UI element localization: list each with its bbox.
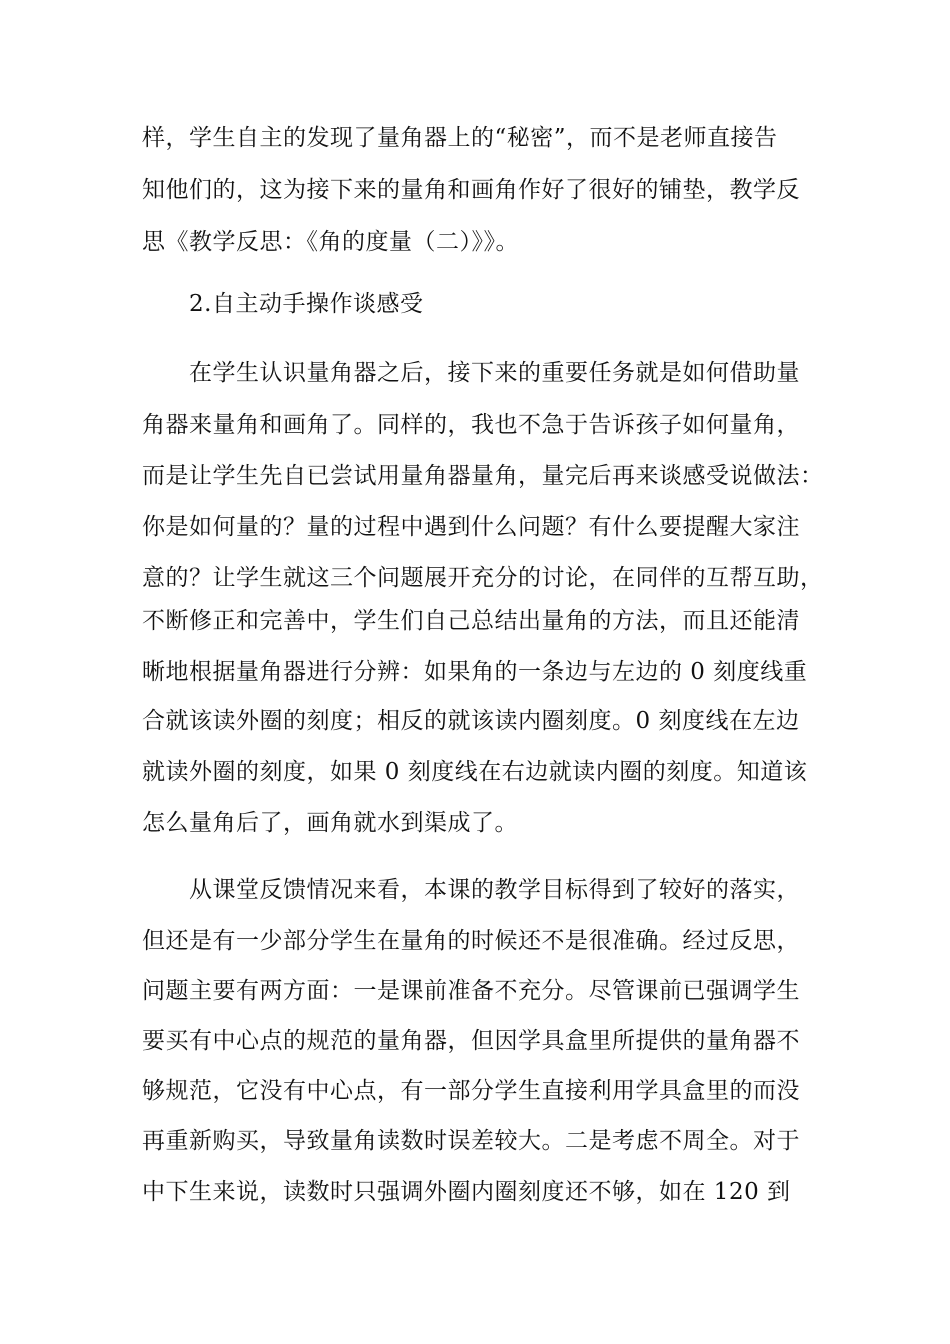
text-line: 就读外圈的刻度，如果 0 刻度线在右边就读内圈的刻度。知道该 (142, 759, 808, 785)
text-line: 角器来量角和画角了。同样的，我也不急于告诉孩子如何量角， (142, 412, 800, 438)
text-line: 怎么量角后了，画角就水到渠成了。 (142, 810, 518, 836)
text-line: 中下生来说，读数时只强调外圈内圈刻度还不够，如在 120 到 (142, 1179, 791, 1205)
text-line: 意的？让学生就这三个问题展开充分的讨论，在同伴的互帮互助， (142, 565, 824, 591)
text-line: 晰地根据量角器进行分辨：如果角的一条边与左边的 0 刻度线重 (142, 659, 808, 685)
text-line: 问题主要有两方面：一是课前准备不充分。尽管课前已强调学生 (142, 978, 800, 1004)
text-line: 思《教学反思：《角的度量（二）》》。 (142, 229, 519, 255)
text-line: 样，学生自主的发现了量角器上的“秘密”，而不是老师直接告 (142, 125, 778, 151)
section-heading: 2.自主动手操作谈感受 (189, 291, 424, 317)
text-line: 在学生认识量角器之后，接下来的重要任务就是如何借助量 (189, 360, 800, 386)
text-line: 合就该读外圈的刻度；相反的就该读内圈刻度。0 刻度线在左边 (142, 708, 800, 734)
text-line: 而是让学生先自已尝试用量角器量角，量完后再来谈感受说做法： (142, 463, 824, 489)
text-line: 但还是有一少部分学生在量角的时候还不是很准确。经过反思， (142, 928, 800, 954)
text-line: 从课堂反馈情况来看，本课的教学目标得到了较好的落实， (189, 877, 800, 903)
text-line: 不断修正和完善中，学生们自己总结出量角的方法，而且还能清 (142, 608, 800, 634)
text-line: 知他们的，这为接下来的量角和画角作好了很好的铺垫，教学反 (142, 177, 800, 203)
text-line: 再重新购买，导致量角读数时误差较大。二是考虑不周全。对于 (142, 1128, 800, 1154)
text-line: 你是如何量的？量的过程中遇到什么问题？有什么要提醒大家注 (142, 514, 800, 540)
text-line: 够规范，它没有中心点，有一部分学生直接利用学具盒里的而没 (142, 1078, 800, 1104)
text-line: 要买有中心点的规范的量角器，但因学具盒里所提供的量角器不 (142, 1028, 800, 1054)
